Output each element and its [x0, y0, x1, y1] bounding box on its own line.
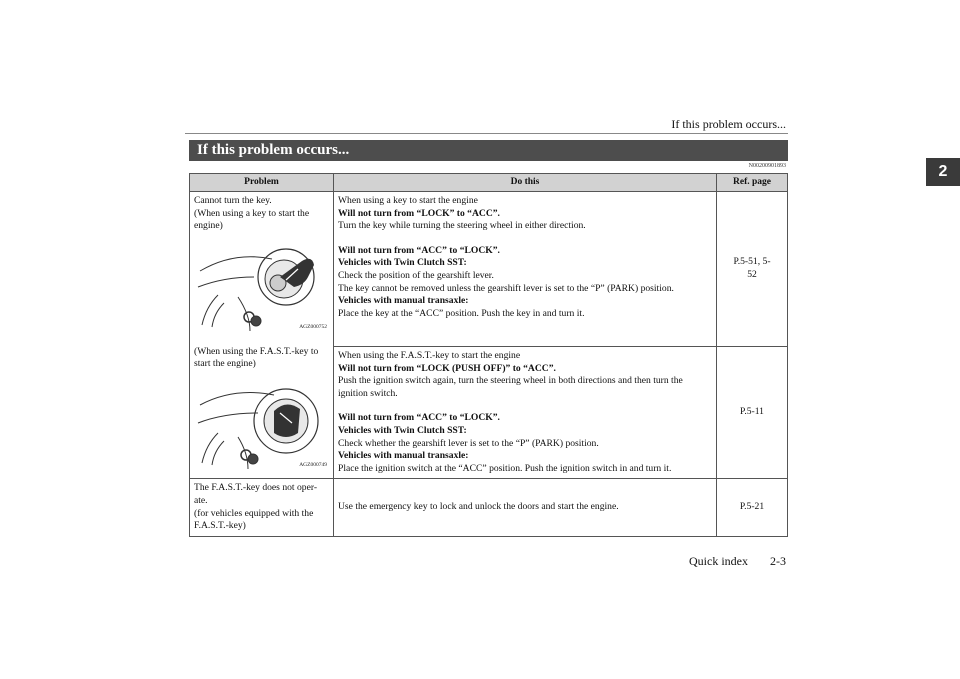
instruction-intro: When using a key to start the engine — [338, 195, 478, 206]
header-rule — [185, 133, 788, 134]
problem-text: (When using a key to start the engine) — [194, 207, 310, 232]
ref-page-value: P.5-11 — [740, 406, 764, 418]
instruction-text: Use the emergency key to lock and unlock the doors and start the engine. — [338, 501, 619, 513]
instruction-subheading: Vehicles with Twin Clutch SST: — [338, 257, 467, 269]
instruction-text: The key cannot be removed unless the gearshift lever is set to the “P” (PARK) position. — [338, 282, 674, 294]
section-title: If this problem occurs... — [189, 140, 788, 161]
footer-label: Quick index — [689, 554, 748, 568]
instruction-heading: Will not turn from “LOCK” to “ACC”. — [338, 207, 500, 219]
instruction-subheading: Vehicles with manual transaxle: — [338, 450, 469, 462]
ref-page-value: P.5-51, 5-52 — [733, 256, 771, 280]
illustration-code: AGZ000752 — [299, 324, 327, 331]
illustration-code: AGZ000749 — [299, 462, 327, 469]
instruction-intro: When using the F.A.S.T.-key to start the engine — [338, 350, 521, 361]
ref-page-cell — [717, 479, 788, 536]
instruction-text: Place the key at the “ACC” position. Push the key in and turn it. — [338, 307, 585, 319]
problem-text: The F.A.S.T.-key does not oper-ate. — [194, 482, 318, 506]
problem-text: Cannot turn the key. — [194, 195, 272, 206]
header-do-this: Do this — [334, 174, 717, 192]
instruction-text: Push the ignition switch again, turn the steering wheel in both directions and then turn the ignition switch. — [338, 375, 683, 399]
instruction-heading: Will not turn from “LOCK (PUSH OFF)” to “ACC”. — [338, 362, 556, 374]
problem-cell — [190, 479, 334, 536]
page-number: 2-3 — [770, 554, 786, 568]
action-cell — [334, 479, 717, 536]
ref-page-value: P.5-21 — [739, 501, 765, 513]
table-row — [190, 192, 788, 347]
fast-key-start-instructions — [334, 347, 717, 479]
problem-table — [189, 173, 788, 537]
instruction-text: Place the ignition switch at the “ACC” position. Push the ignition switch in and turn it. — [338, 462, 672, 474]
running-header: If this problem occurs... — [671, 117, 786, 131]
instruction-heading: Will not turn from “ACC” to “LOCK”. — [338, 412, 500, 424]
chapter-tab: 2 — [926, 158, 960, 186]
instruction-heading: Will not turn from “ACC” to “LOCK”. — [338, 244, 500, 256]
key-start-instructions — [334, 192, 717, 347]
header-problem: Problem — [190, 174, 334, 192]
key-cylinder-icon — [194, 237, 321, 332]
ref-page-cell — [717, 192, 788, 347]
document-code: N00200901893 — [748, 163, 786, 169]
instruction-text: Turn the key while turning the steering wheel in either direction. — [338, 220, 586, 232]
instruction-subheading: Vehicles with manual transaxle: — [338, 295, 469, 307]
problem-cell — [190, 192, 334, 479]
header-ref-page: Ref. page — [717, 174, 788, 192]
key-ignition-illustration — [194, 237, 329, 336]
ref-page-cell — [717, 347, 788, 479]
table-header-row — [190, 174, 788, 192]
page-footer — [689, 554, 786, 569]
ignition-knob-icon — [194, 375, 321, 470]
problem-text: (When using the F.A.S.T.-key to start the engine) — [194, 345, 319, 370]
problem-text: (for vehicles equipped with the F.A.S.T.-key) — [194, 507, 314, 532]
instruction-text: Check whether the gearshift lever is set to the “P” (PARK) position. — [338, 437, 599, 449]
fast-key-illustration — [194, 375, 329, 474]
instruction-text: Check the position of the gearshift lever. — [338, 269, 494, 281]
instruction-subheading: Vehicles with Twin Clutch SST: — [338, 424, 467, 436]
table-row — [190, 479, 788, 536]
